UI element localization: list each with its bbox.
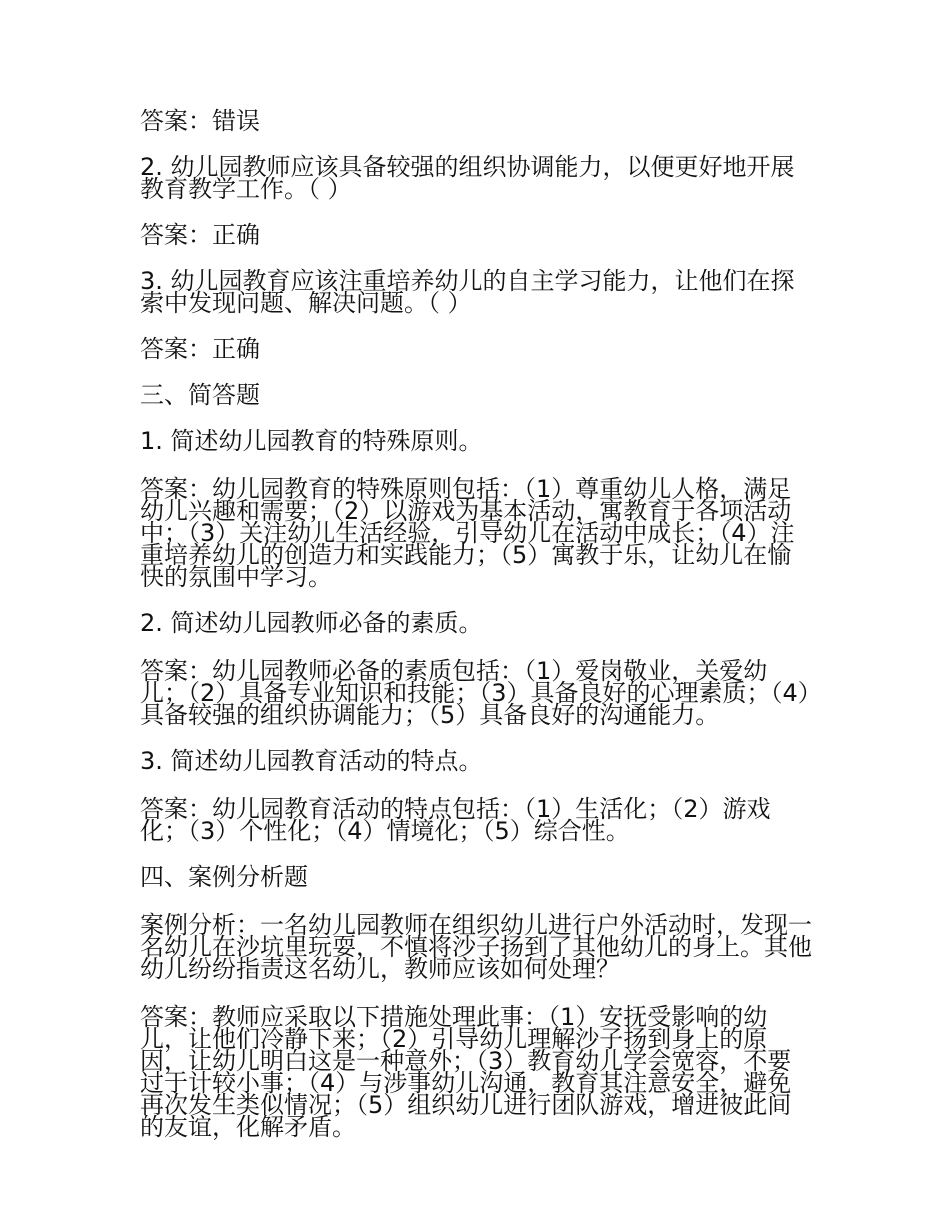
section-heading: 三、简答题: [140, 381, 260, 409]
answer-paragraph: 答案：幼儿园教育活动的特点包括：（1）生活化；（2）游戏化；（3）个性化；（4）情境化；（5）综合性。: [140, 795, 771, 845]
question-item: 3. 幼儿园教育应该注重培养幼儿的自主学习能力，让他们在探索中发现问题、解决问题。（ ）: [140, 267, 795, 317]
section-heading: 四、案例分析题: [140, 863, 308, 891]
question-item: 3. 简述幼儿园教育活动的特点。: [140, 747, 483, 775]
question-item: 2. 幼儿园教师应该具备较强的组织协调能力，以便更好地开展教育教学工作。（ ）: [140, 153, 795, 203]
answer-paragraph: 答案：幼儿园教师必备的素质包括：（1）爱岗敬业，关爱幼儿；（2）具备专业知识和技能；（3）具备良好的心理素质；（4）具备较强的组织协调能力；（5）具备良好的沟通能力。: [140, 657, 810, 729]
answer-line: 答案：正确: [140, 221, 260, 249]
question-item: 1. 简述幼儿园教育的特殊原则。: [140, 427, 483, 455]
document-page: [140, 104, 812, 1144]
answer-line: 答案：正确: [140, 335, 260, 363]
case-paragraph: 案例分析：一名幼儿园教师在组织幼儿进行户外活动时，发现一名幼儿在沙坑里玩耍，不慎将沙子扬到了其他幼儿的身上。其他幼儿纷纷指责这名幼儿，教师应该如何处理？: [140, 911, 812, 983]
answer-paragraph: 答案：幼儿园教育的特殊原则包括：（1）尊重幼儿人格，满足幼儿兴趣和需要；（2）以游戏为基本活动，寓教育于各项活动中；（3）关注幼儿生活经验，引导幼儿在活动中成长；（4）注重培养幼儿的创造力和实践能力；（5）寓教于乐，让幼儿在愉快的氛围中学习。: [140, 475, 795, 591]
answer-paragraph: 答案：教师应采取以下措施处理此事：（1）安抚受影响的幼儿，让他们冷静下来；（2）引导幼儿理解沙子扬到身上的原因，让幼儿明白这是一种意外；（3）教育幼儿学会宽容，不要过于计较小事；（4）与涉事幼儿沟通，教育其注意安全，避免再次发生类似情况；（5）组织幼儿进行团队游戏，增进彼此间的友谊，化解矛盾。: [140, 1003, 792, 1141]
question-item: 2. 简述幼儿园教师必备的素质。: [140, 609, 483, 637]
answer-line: 答案：错误: [140, 107, 260, 135]
